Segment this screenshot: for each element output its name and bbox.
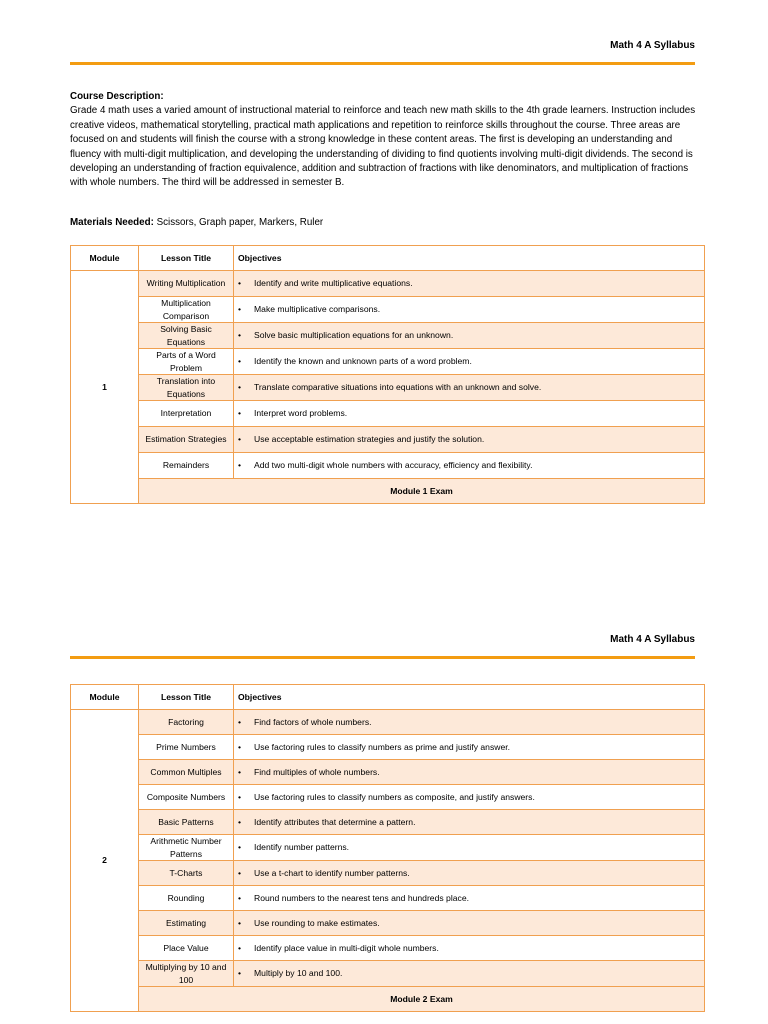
materials-label: Materials Needed: <box>70 217 154 228</box>
objective <box>234 961 705 987</box>
exam-row <box>71 987 705 1012</box>
objective <box>234 427 705 453</box>
column-module: Module <box>71 685 139 710</box>
objective <box>234 785 705 810</box>
course-description-text: Grade 4 math uses a varied amount of instructional material to reinforce and teach new math skills to the 4th grade learners. Instruction includes creative videos, mathematical storytelling, practical math applications and repetition to reinforce skills throughout the course. Three areas are focused on and students will finish the course with a strong knowledge in these content areas. The first is developing an understanding and fluency with multi-digit multiplication, and developing the understanding of dividing to find quotients involving multi-digit dividends. The second is developing an understanding of fraction equivalence, addition and subtraction of fractions with like denominators, and multiplication of fractions with whole numbers. The third will be addressed in semester B. <box>70 105 696 189</box>
table-row <box>71 861 705 886</box>
lesson-title: Estimation Strategies <box>139 427 234 453</box>
objective-text: Identify place value in multi-digit whole numbers. <box>254 942 439 953</box>
table-row <box>71 735 705 760</box>
objective <box>234 911 705 936</box>
objective-text: Use factoring rules to classify numbers as prime and justify answer. <box>254 741 511 752</box>
table-row <box>71 835 705 861</box>
objective-text: Identify number patterns. <box>254 842 350 853</box>
bullet-icon: • <box>238 408 242 419</box>
column-objectives: Objectives <box>234 685 705 710</box>
objective <box>234 936 705 961</box>
table-header-row <box>71 685 705 710</box>
objective-text: Find factors of whole numbers. <box>254 716 372 727</box>
table-row <box>71 936 705 961</box>
lesson-title: Interpretation <box>139 401 234 427</box>
objective <box>234 349 705 375</box>
objective-text: Find multiples of whole numbers. <box>254 766 380 777</box>
objective <box>234 861 705 886</box>
objective <box>234 710 705 735</box>
bullet-icon: • <box>238 917 242 928</box>
lesson-title: Estimating <box>139 911 234 936</box>
bullet-icon: • <box>238 716 242 727</box>
course-description <box>70 90 700 191</box>
lesson-title: Common Multiples <box>139 760 234 785</box>
bullet-icon: • <box>238 304 242 315</box>
bullet-icon: • <box>238 460 242 471</box>
page-header-2: Math 4 A Syllabus <box>610 634 695 645</box>
bullet-icon: • <box>238 816 242 827</box>
objective <box>234 735 705 760</box>
table-row <box>71 961 705 987</box>
materials-needed <box>70 217 323 228</box>
lesson-title: Prime Numbers <box>139 735 234 760</box>
objective-text: Use factoring rules to classify numbers as composite, and justify answers. <box>254 791 535 802</box>
objective-text: Solve basic multiplication equations for an unknown. <box>254 330 454 341</box>
bullet-icon: • <box>238 356 242 367</box>
objective <box>234 453 705 479</box>
column-lesson-title: Lesson Title <box>139 685 234 710</box>
lesson-title: Multiplication Comparison <box>139 297 234 323</box>
lesson-title: Multiplying by 10 and 100 <box>139 961 234 987</box>
lesson-title: Factoring <box>139 710 234 735</box>
exam-row <box>71 479 705 504</box>
objective-text: Interpret word problems. <box>254 408 348 419</box>
objective <box>234 835 705 861</box>
lesson-title: Rounding <box>139 886 234 911</box>
table-row <box>71 401 705 427</box>
module-2-body <box>71 710 705 1012</box>
column-objectives: Objectives <box>234 246 705 271</box>
objective-text: Identify the known and unknown parts of a word problem. <box>254 356 472 367</box>
objective <box>234 760 705 785</box>
objective <box>234 886 705 911</box>
header-rule-2 <box>70 656 695 659</box>
bullet-icon: • <box>238 434 242 445</box>
bullet-icon: • <box>238 968 242 979</box>
table-row <box>71 785 705 810</box>
bullet-icon: • <box>238 766 242 777</box>
objective-text: Use acceptable estimation strategies and justify the solution. <box>254 434 485 445</box>
lesson-title: Composite Numbers <box>139 785 234 810</box>
table-row <box>71 271 705 297</box>
lesson-title: Basic Patterns <box>139 810 234 835</box>
lesson-title: Arithmetic Number Patterns <box>139 835 234 861</box>
lesson-title: Solving Basic Equations <box>139 323 234 349</box>
lesson-title: Remainders <box>139 453 234 479</box>
objective-text: Use a t-chart to identify number patterns. <box>254 867 410 878</box>
module-number: 1 <box>71 271 139 504</box>
bullet-icon: • <box>238 791 242 802</box>
module-2-table <box>70 684 705 1012</box>
materials-value: Scissors, Graph paper, Markers, Ruler <box>153 217 324 228</box>
objective <box>234 375 705 401</box>
lesson-title: Place Value <box>139 936 234 961</box>
bullet-icon: • <box>238 330 242 341</box>
module-1-body <box>71 271 705 504</box>
module-number: 2 <box>71 710 139 1012</box>
module-1-table <box>70 245 705 504</box>
lesson-title: Translation into Equations <box>139 375 234 401</box>
objective <box>234 323 705 349</box>
table-row <box>71 810 705 835</box>
bullet-icon: • <box>238 382 242 393</box>
table-row <box>71 760 705 785</box>
objective-text: Identify and write multiplicative equations. <box>254 278 413 289</box>
column-module: Module <box>71 246 139 271</box>
objective-text: Round numbers to the nearest tens and hundreds place. <box>254 892 469 903</box>
table-row <box>71 297 705 323</box>
bullet-icon: • <box>238 741 242 752</box>
lesson-title: T-Charts <box>139 861 234 886</box>
objective-text: Use rounding to make estimates. <box>254 917 380 928</box>
header-rule <box>70 62 695 65</box>
module-exam: Module 1 Exam <box>139 479 705 504</box>
objective <box>234 810 705 835</box>
objective-text: Make multiplicative comparisons. <box>254 304 381 315</box>
bullet-icon: • <box>238 892 242 903</box>
table-row <box>71 710 705 735</box>
objective-text: Multiply by 10 and 100. <box>254 968 343 979</box>
table-row <box>71 911 705 936</box>
bullet-icon: • <box>238 867 242 878</box>
table-row <box>71 375 705 401</box>
table-row <box>71 349 705 375</box>
table-row <box>71 427 705 453</box>
column-lesson-title: Lesson Title <box>139 246 234 271</box>
table-row <box>71 453 705 479</box>
objective <box>234 297 705 323</box>
lesson-title: Writing Multiplication <box>139 271 234 297</box>
objective <box>234 271 705 297</box>
table-row <box>71 323 705 349</box>
course-description-label: Course Description: <box>70 91 164 102</box>
objective-text: Translate comparative situations into equations with an unknown and solve. <box>254 382 542 393</box>
bullet-icon: • <box>238 842 242 853</box>
objective <box>234 401 705 427</box>
objective-text: Identify attributes that determine a pattern. <box>254 816 416 827</box>
module-exam: Module 2 Exam <box>139 987 705 1012</box>
table-header-row <box>71 246 705 271</box>
lesson-title: Parts of a Word Problem <box>139 349 234 375</box>
page-header: Math 4 A Syllabus <box>610 40 695 51</box>
objective-text: Add two multi-digit whole numbers with accuracy, efficiency and flexibility. <box>254 460 533 471</box>
table-row <box>71 886 705 911</box>
bullet-icon: • <box>238 942 242 953</box>
bullet-icon: • <box>238 278 242 289</box>
